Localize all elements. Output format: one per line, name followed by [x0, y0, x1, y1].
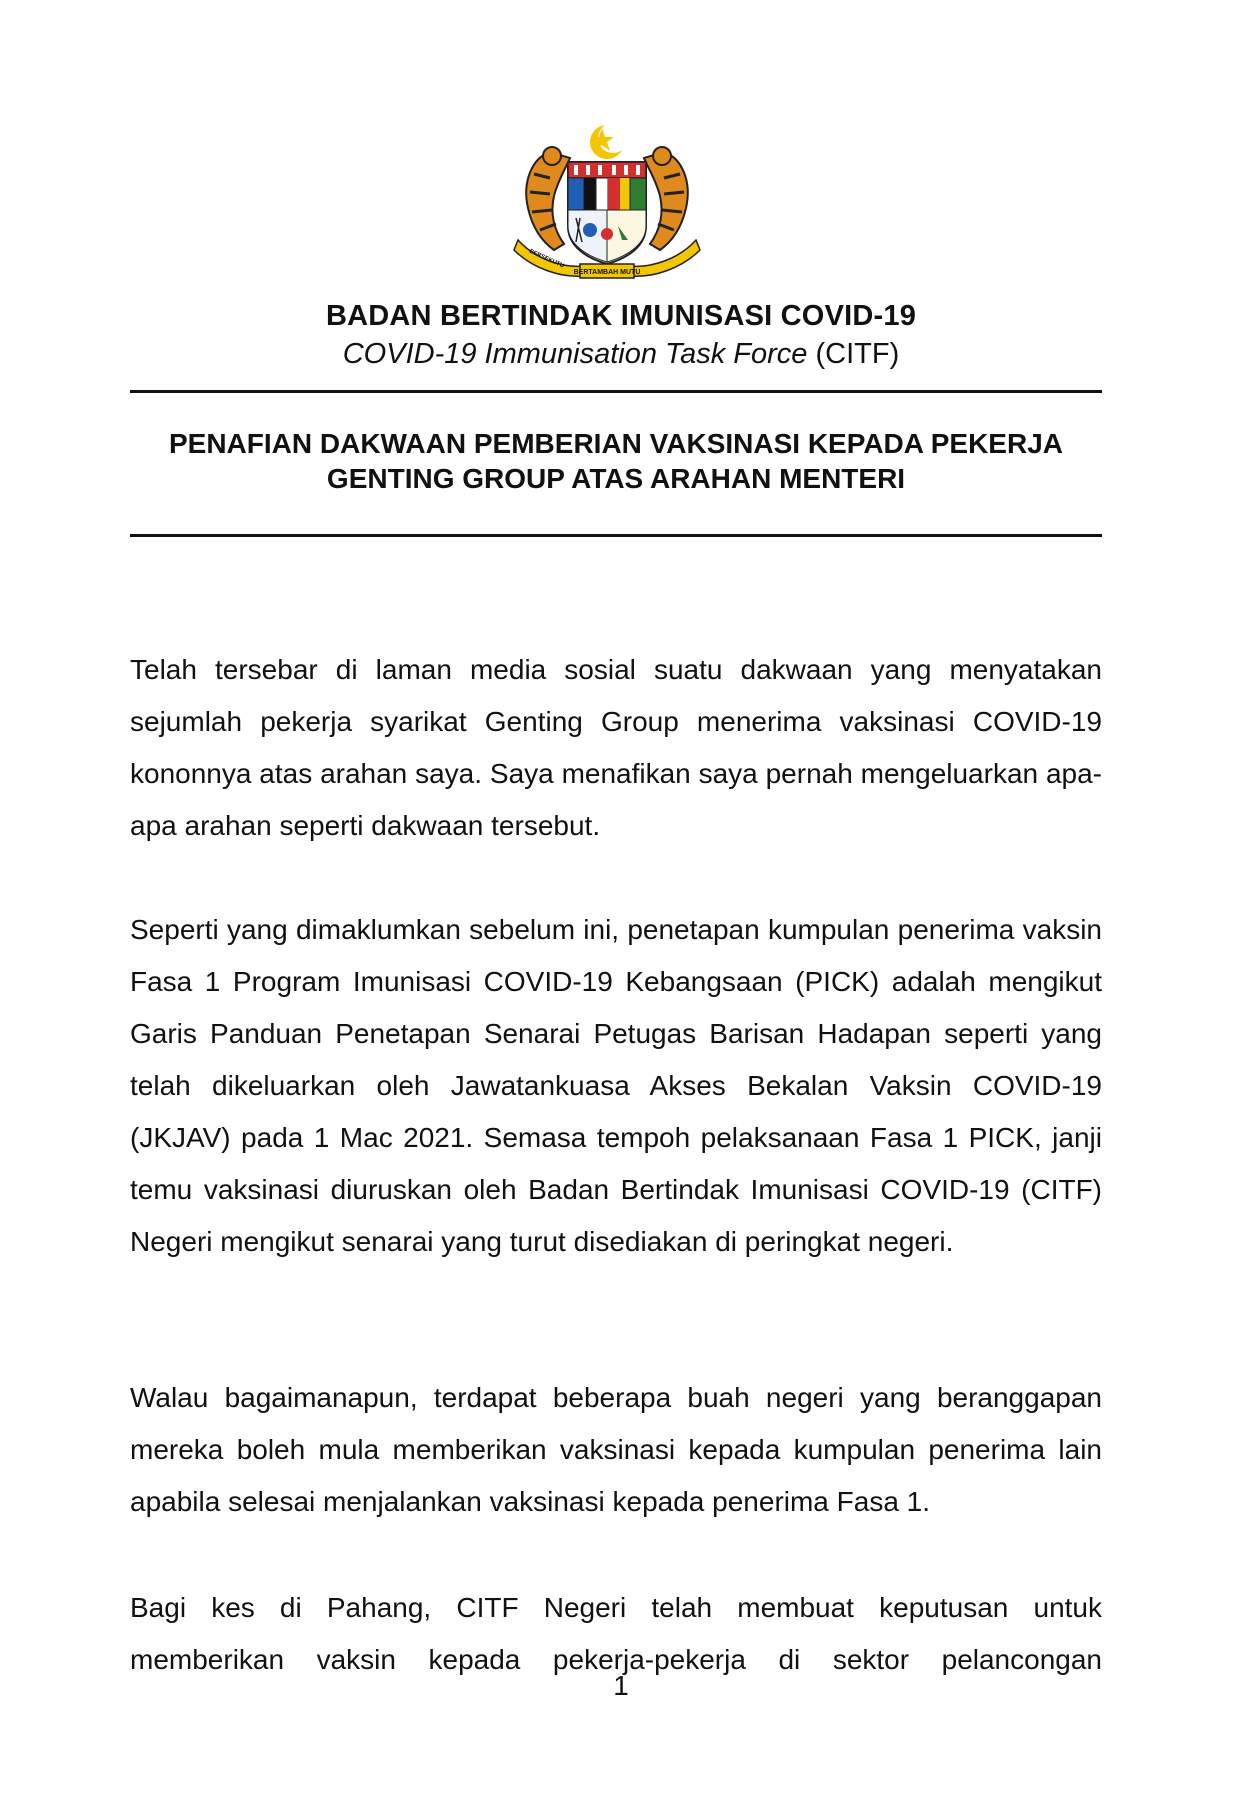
- body-paragraph-1: Telah tersebar di laman media sosial suatu dakwaan yang menyatakan sejumlah pekerja syarikat Genting Group menerima vaksinasi COVID-19 kononnya atas arahan saya. Saya menafikan saya pernah mengeluarkan apa-apa arahan seperti dakwaan tersebut.: [130, 654, 1102, 841]
- statement-title: [130, 426, 1102, 496]
- organization-name-en: COVID-19 Immunisation Task Force: [342, 338, 808, 370]
- body-paragraph-4: Bagi kes di Pahang, CITF Negeri telah membuat keputusan untuk memberikan vaksin kepada pekerja-pekerja di sektor pelancongan: [130, 1592, 1102, 1675]
- motto-left-text: BERSEKUTU: [528, 248, 565, 270]
- body-paragraph-3: Walau bagaimanapun, terdapat beberapa buah negeri yang beranggapan mereka boleh mula memberikan vaksinasi kepada kumpulan penerima lain apabila selesai menjalankan vaksinasi kepada penerima Fasa 1.: [130, 1382, 1102, 1517]
- coat-of-arms-icon: [510, 122, 704, 282]
- organization-name: BADAN BERTINDAK IMUNISASI COVID-19: [325, 300, 917, 332]
- page-number: 1: [613, 1670, 629, 1701]
- statement-title-line-2: GENTING GROUP ATAS ARAHAN MENTERI: [326, 463, 906, 494]
- organization-name-english: [0, 338, 1242, 371]
- body-paragraph-2: Seperti yang dimaklumkan sebelum ini, penetapan kumpulan penerima vaksin Fasa 1 Program Imunisasi COVID-19 Kebangsaan (PICK) adalah mengikut Garis Panduan Penetapan Senarai Petugas Barisan Hadapan seperti yang telah dikeluarkan oleh Jawatankuasa Akses Bekalan Vaksin COVID-19 (JKJAV) pada 1 Mac 2021. Semasa tempoh pelaksanaan Fasa 1 PICK, janji temu vaksinasi diuruskan oleh Badan Bertindak Imunisasi COVID-19 (CITF) Negeri mengikut senarai yang turut disediakan di peringkat negeri.: [130, 914, 1102, 1257]
- header-divider-top: [130, 390, 1102, 393]
- header-divider-bottom: [130, 534, 1102, 537]
- motto-center-text: BERTAMBAH MUTU: [573, 269, 641, 276]
- organization-abbreviation: (CITF): [815, 338, 900, 370]
- statement-title-line-1: PENAFIAN DAKWAAN PEMBERIAN VAKSINASI KEPADA PEKERJA: [168, 428, 1063, 459]
